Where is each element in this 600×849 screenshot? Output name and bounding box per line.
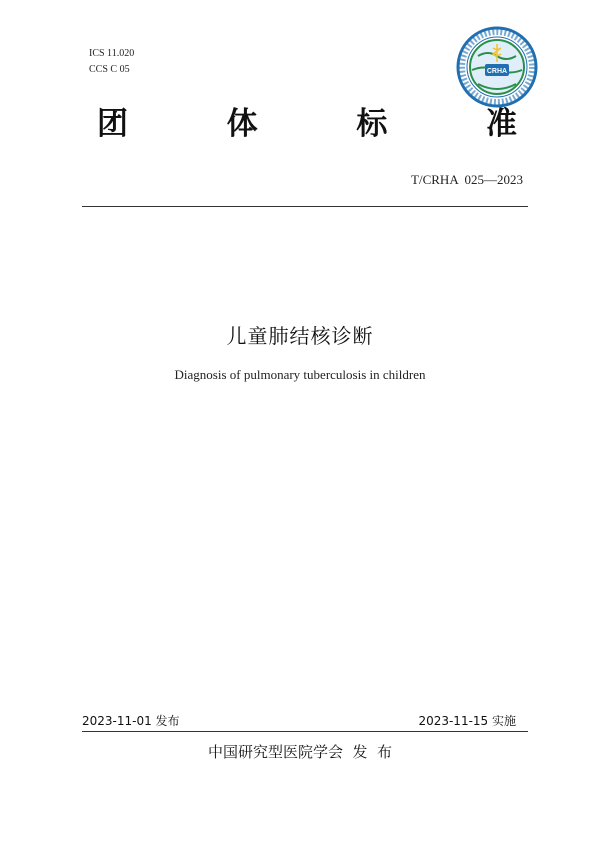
standard-number: T/CRHA 025—2023: [411, 172, 523, 187]
header-divider: [82, 206, 528, 207]
ccs-code: CCS C 05: [89, 64, 130, 75]
ics-code: ICS 11.020: [89, 48, 135, 59]
standard-type-char: 标: [356, 106, 388, 142]
implement-date: 2023-11-15 实施: [418, 714, 516, 728]
standard-type-char: 团: [97, 106, 128, 142]
document-title-en: Diagnosis of pulmonary tuberculosis in children: [174, 367, 426, 382]
crha-logo-icon: [456, 26, 538, 108]
publisher-line: 中国研究型医院学会 发 布: [207, 743, 393, 761]
standard-type-char: 准: [485, 106, 517, 142]
logo-center-text: CRHA: [486, 68, 508, 75]
standard-type-title: [97, 104, 517, 144]
publish-date: 2023-11-01 发布: [82, 714, 180, 728]
standard-type-char: 体: [226, 106, 258, 142]
footer-divider: [82, 731, 528, 732]
document-title-zh: 儿童肺结核诊断: [226, 324, 374, 348]
